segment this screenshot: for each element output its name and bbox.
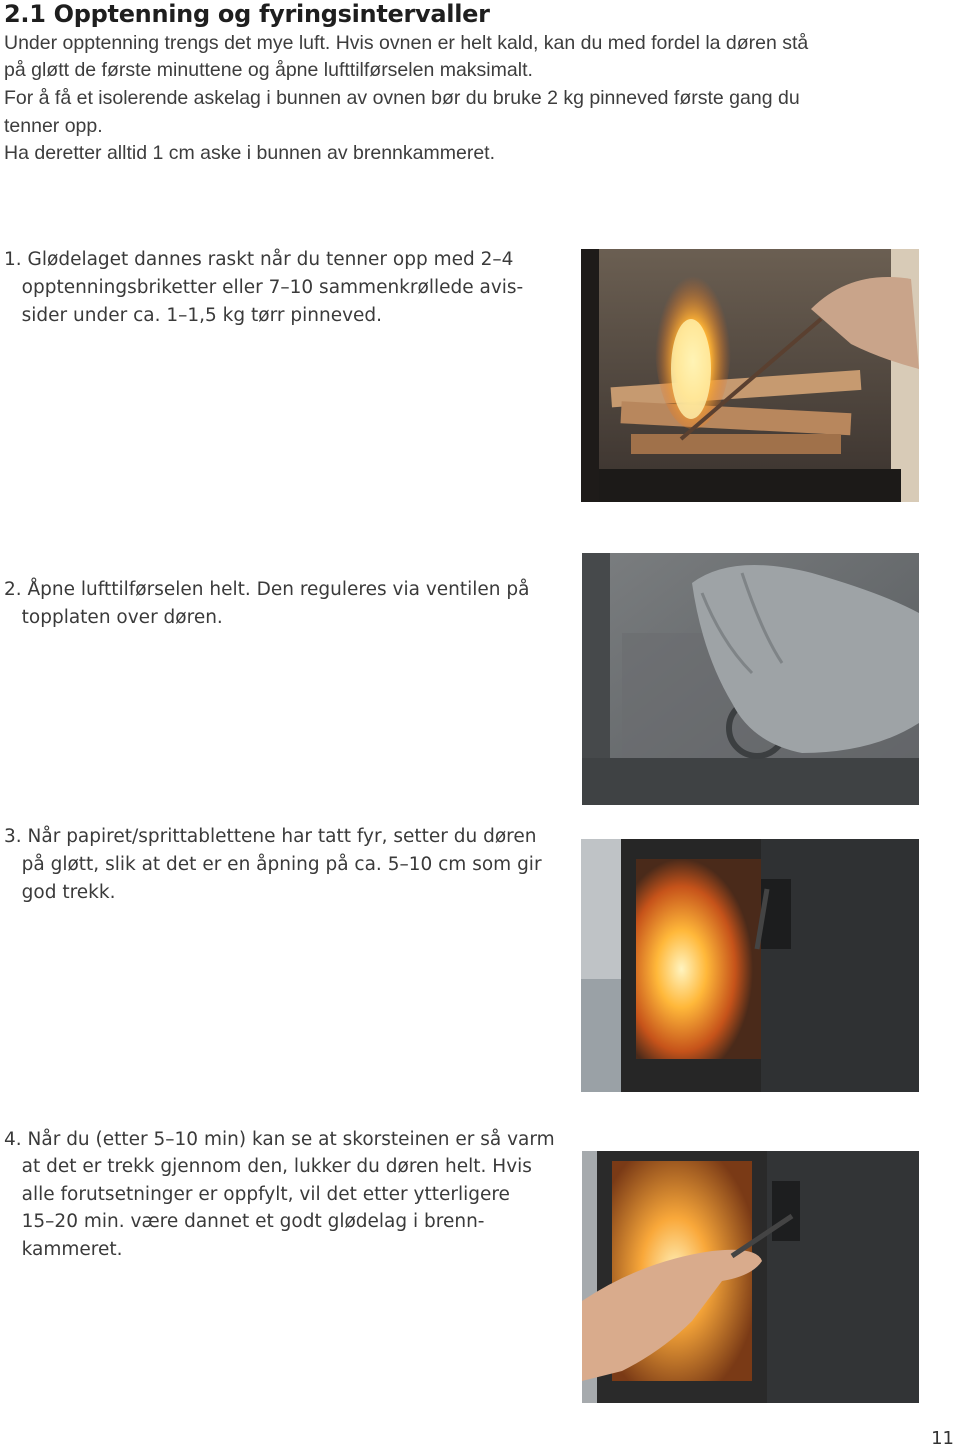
step-line: topplaten over døren.	[4, 607, 223, 628]
step-line: 2. Åpne lufttilførselen helt. Den reguleres via ventilen på	[4, 579, 530, 600]
step-line: kammeret.	[4, 1239, 123, 1260]
step-line: 15–20 min. være dannet et godt glødelag i brenn-	[4, 1211, 485, 1232]
step-line: alle forutsetninger er oppfylt, vil det etter ytterligere	[4, 1184, 510, 1205]
section-title: 2.1 Opptenning og fyringsintervaller	[4, 0, 490, 28]
photo-glove-air-vent	[582, 553, 919, 805]
photo-closing-door	[582, 1151, 919, 1403]
page-number: 11	[931, 1428, 954, 1449]
step-line: 3. Når papiret/sprittablettene har tatt fyr, setter du døren	[4, 826, 537, 847]
intro-line: Ha deretter alltid 1 cm aske i bunnen av brennkammeret.	[4, 142, 495, 164]
step-line: at det er trekk gjennom den, lukker du døren helt. Hvis	[4, 1156, 532, 1177]
intro-line: på gløtt de første minuttene og åpne lufttilførselen maksimalt.	[4, 59, 533, 81]
photo-lighting-kindling	[581, 249, 919, 502]
step-line: på gløtt, slik at det er en åpning på ca. 5–10 cm som gir	[4, 854, 542, 875]
intro-line: For å få et isolerende askelag i bunnen av ovnen bør du bruke 2 kg pinneved første gang du	[4, 87, 800, 109]
step-line: opptenningsbriketter eller 7–10 sammenkrøllede avis-	[4, 277, 524, 298]
intro-line: Under opptenning trengs det mye luft. Hvis ovnen er helt kald, kan du med fordel la døren stå	[4, 32, 809, 54]
intro-line: tenner opp.	[4, 115, 103, 137]
photo-door-ajar	[581, 839, 919, 1092]
step-line: 1. Glødelaget dannes raskt når du tenner opp med 2–4	[4, 249, 514, 270]
step-line: sider under ca. 1–1,5 kg tørr pinneved.	[4, 305, 383, 326]
step-line: god trekk.	[4, 882, 116, 903]
step-line: 4. Når du (etter 5–10 min) kan se at skorsteinen er så varm	[4, 1129, 555, 1150]
